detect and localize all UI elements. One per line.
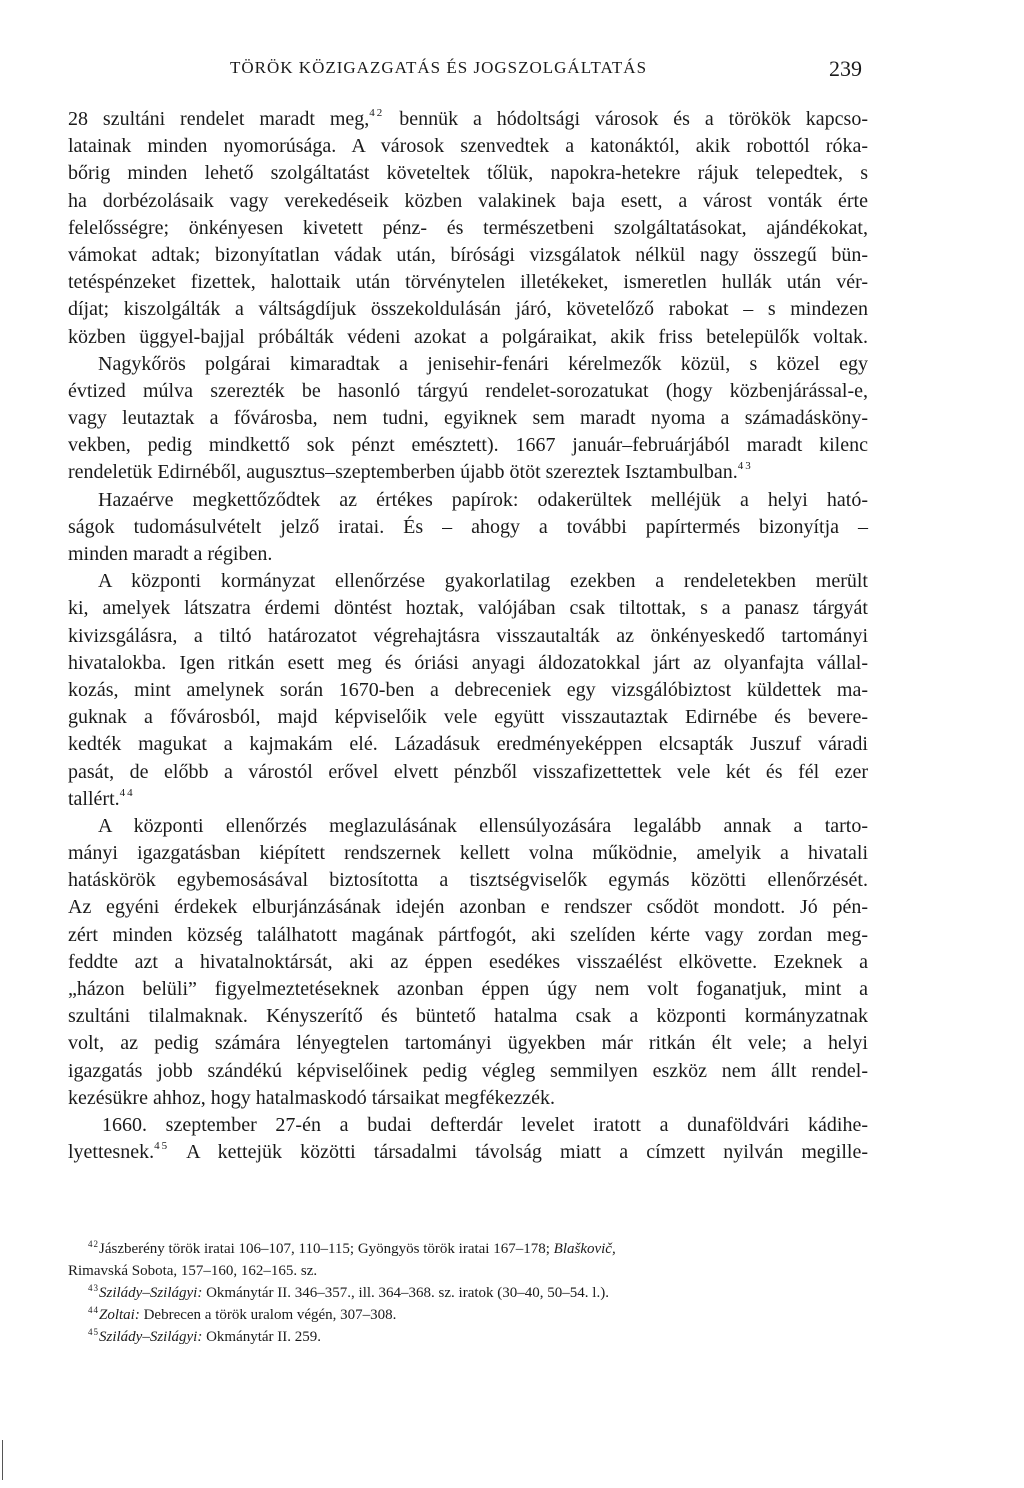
text-line <box>68 487 868 514</box>
text-line <box>68 759 868 786</box>
line-text: rendeletük Edirnéből, augusztus–szeptemberben újabb ötöt szereztek Isztambulban. <box>68 461 738 484</box>
text-line <box>68 1030 868 1057</box>
line-text: ki, amelyek látszatra érdemi döntést hoztak, valójában csak tiltottak, s a panasz tárgyát <box>68 597 868 620</box>
footnote-text: Jászberény török iratai 106–107, 110–115; Gyöngyös török iratai 167–178; <box>99 1241 554 1257</box>
text-line <box>68 840 868 867</box>
line-text: bennük a hódoltsági városok és a törökök kapcso- <box>384 108 868 130</box>
text-line <box>68 813 868 840</box>
text-line <box>68 677 868 704</box>
line-text: kedték magukat a kajmakám elé. Lázadásuk eredményeképpen elcsapták Juszuf váradi <box>68 733 868 756</box>
line-text: vekben, pedig mindkettő sok pénzt emésztett). 1667 január–februárjából maradt kilenc <box>68 434 868 457</box>
text-line <box>68 459 868 486</box>
line-text: zért minden község találhatott magának pártfogót, aki szelíden kérte vagy zordan meg- <box>68 923 868 946</box>
footnote-number: 44 <box>88 1305 99 1315</box>
text-line <box>68 595 868 622</box>
text-line <box>68 650 868 677</box>
line-text: közben üggyel-bajjal próbálták védeni azokat a polgáraikat, akik friss betelepülők voltak. <box>68 325 868 348</box>
line-text: vámokat adtak; bizonyítatlan vádak után, bírósági vizsgálatok nélkül nagy összegű bün- <box>68 243 868 266</box>
body-text <box>68 106 868 1166</box>
text-line <box>68 324 868 351</box>
text-line <box>68 269 868 296</box>
footnote-reference[interactable]: 44 <box>119 786 135 799</box>
line-text: Az egyéni érdekek elburjánzásának idején azonban e rendszer csődöt mondott. Jó pén- <box>68 896 868 919</box>
line-text: hivatalokba. Igen ritkán esett meg és óriási anyagi áldozatokkal járt az olyanfajta vállal- <box>68 651 868 674</box>
line-text: szultáni tilalmaknak. Kényszerítő és büntető hatalma csak a központi kormányzatnak <box>68 1005 868 1028</box>
footnote <box>68 1260 868 1282</box>
line-text: vagy leutaztak a fővárosba, nem tudni, egyiknek sem maradt nyoma a számadásköny- <box>68 407 868 430</box>
footnote-text: Debrecen a török uralom végén, 307–308. <box>139 1307 397 1323</box>
line-text: A központi kormányzat ellenőrzése gyakorlatilag ezekben a rendeletekben merült <box>98 570 868 593</box>
text-line <box>68 1139 868 1166</box>
line-text: latainak minden nyomorúsága. A városok szenvedtek a katonáktól, akik robottól róka- <box>68 135 868 158</box>
text-line <box>68 514 868 541</box>
text-line <box>68 541 868 568</box>
text-line <box>68 296 868 323</box>
footnote <box>68 1238 868 1260</box>
running-head <box>68 58 868 88</box>
line-text: tetéspénzeket fizettek, halottaik után törvénytelen illetékeket, ismeretlen hullák után vér- <box>68 271 868 294</box>
line-text: guknak a fővárosból, majd képviselőik vele együtt visszautaztak Edirnébe és bevere- <box>68 706 868 729</box>
page-number: 239 <box>829 56 862 81</box>
footnote-reference[interactable]: 42 <box>369 107 385 119</box>
footnote-number: 43 <box>88 1283 99 1293</box>
line-text: 1660. szeptember 27-én a budai defterdár levelet iratott a dunaföldvári kádihe- <box>102 1113 868 1136</box>
footnote <box>68 1304 868 1326</box>
footnote-number: 45 <box>88 1327 99 1337</box>
footnote-text: Rimavská Sobota, 157–160, 162–165. sz. <box>68 1263 318 1279</box>
line-text: hatáskörök egybemosásával biztosította a tisztségviselők egymás közötti ellenőrzését. <box>68 869 868 892</box>
footnotes <box>68 1238 868 1348</box>
footnote-text: Okmánytár II. 346–357., ill. 364–368. sz. iratok (30–40, 50–54. l.). <box>202 1285 609 1301</box>
margin-mark <box>2 1440 3 1480</box>
line-text: kivizsgálásra, a tiltó határozatot végrehajtásra visszautalták az önkényeskedő tartományi <box>68 624 868 647</box>
line-text: mányi igazgatásban kiépített rendszernek kellett volna működnie, amelyik a hivatali <box>68 842 868 865</box>
line-text: igazgatás jobb szándékú képviselőinek pedig végleg semmilyen eszköz nem állt rendel- <box>68 1059 868 1082</box>
line-text: tallért. <box>68 787 120 810</box>
running-title: TÖRÖK KÖZIGAZGATÁS ÉS JOGSZOLGÁLTATÁS <box>230 58 648 77</box>
line-text: 28 szultáni rendelet maradt meg, <box>68 108 370 130</box>
line-text: „házon belüli” figyelmeztetéseknek azonban éppen úgy nem volt foganatjuk, mint a <box>68 978 868 1000</box>
line-text: bőrig minden lehető szolgáltatást követeltek tőlük, napokra-hetekre rájuk telepedtek, s <box>68 162 868 185</box>
footnote-text: Szilády–Szilágyi: <box>99 1285 203 1301</box>
line-text: Hazaérve megkettőződtek az értékes papírok: odakerültek melléjük a helyi ható- <box>98 488 868 511</box>
line-text: felelősségre; önkényesen kivetett pénz- és természetbeni szolgáltatásokat, ajándékokat, <box>68 216 868 239</box>
line-text: A kettejük közötti társadalmi távolság miatt a címzett nyilván megille- <box>169 1141 868 1164</box>
footnote-text: Okmánytár II. 259. <box>202 1329 322 1345</box>
text-line <box>68 133 868 160</box>
text-line <box>68 704 868 731</box>
text-line <box>68 215 868 242</box>
footnote-text: Blaškovič, <box>553 1241 616 1257</box>
text-line <box>68 1058 868 1085</box>
footnote-number: 42 <box>88 1239 99 1249</box>
line-text: kozás, mint amelynek során 1670-ben a debreceniek egy vizsgálóbiztost küldettek ma- <box>68 678 868 701</box>
line-text: Nagykőrös polgárai kimaradtak a jenisehir-fenári kérelmezők közül, s közel egy <box>98 352 868 375</box>
text-line <box>68 1112 868 1139</box>
footnote-text: Zoltai: <box>99 1307 140 1323</box>
text-line <box>68 731 868 758</box>
text-line <box>68 976 868 1003</box>
footnote <box>68 1326 868 1348</box>
line-text: díjat; kiszolgálták a váltságdíjuk összekoldulásán járó, követelőző rabokat – s mindezen <box>68 298 868 321</box>
line-text: ha dorbézolásaik vagy verekedéseik közben valakinek baja esett, a várost vonták érte <box>68 189 868 212</box>
line-text: volt, az pedig számára lényegtelen tartományi ügyekben már ritkán élt vele; a helyi <box>68 1032 868 1055</box>
line-text: lyettesnek. <box>68 1141 155 1164</box>
footnote <box>68 1282 868 1304</box>
text-line <box>68 949 868 976</box>
footnote-reference[interactable]: 43 <box>737 460 753 473</box>
line-text: A központi ellenőrzés meglazulásának ellensúlyozására legalább annak a tarto- <box>98 814 868 837</box>
text-line <box>68 867 868 894</box>
text-line <box>68 432 868 459</box>
footnote-text: Szilády–Szilágyi: <box>99 1329 203 1345</box>
text-line <box>68 568 868 595</box>
text-line <box>68 405 868 432</box>
line-text: ságok tudomásulvételt jelző iratai. És – ahogy a további papírtermés bizonyítja – <box>68 515 868 538</box>
text-line <box>68 922 868 949</box>
text-line <box>68 351 868 378</box>
line-text: minden maradt a régiben. <box>68 543 273 565</box>
text-line <box>68 188 868 215</box>
line-text: pasát, de előbb a várostól erővel elvett pénzből visszafizettettek vele két és fél ezer <box>68 760 868 783</box>
text-line <box>68 894 868 921</box>
text-line <box>68 242 868 269</box>
text-line <box>68 1003 868 1030</box>
text-line <box>68 623 868 650</box>
line-text: kezésükre ahhoz, hogy hatalmaskodó társaikat megfékezzék. <box>68 1086 556 1109</box>
text-line <box>68 378 868 405</box>
text-line <box>68 1085 868 1112</box>
text-line <box>68 786 868 813</box>
text-line <box>68 160 868 187</box>
line-text: feddte azt a hivatalnoktársát, aki az éppen esedékes visszaélést elkövette. Ezeknek a <box>68 950 868 973</box>
text-line <box>68 106 868 133</box>
footnote-reference[interactable]: 45 <box>154 1140 170 1153</box>
line-text: évtized múlva szerezték be hasonló tárgyú rendelet-sorozatukat (hogy közbenjárással-e, <box>68 379 868 402</box>
